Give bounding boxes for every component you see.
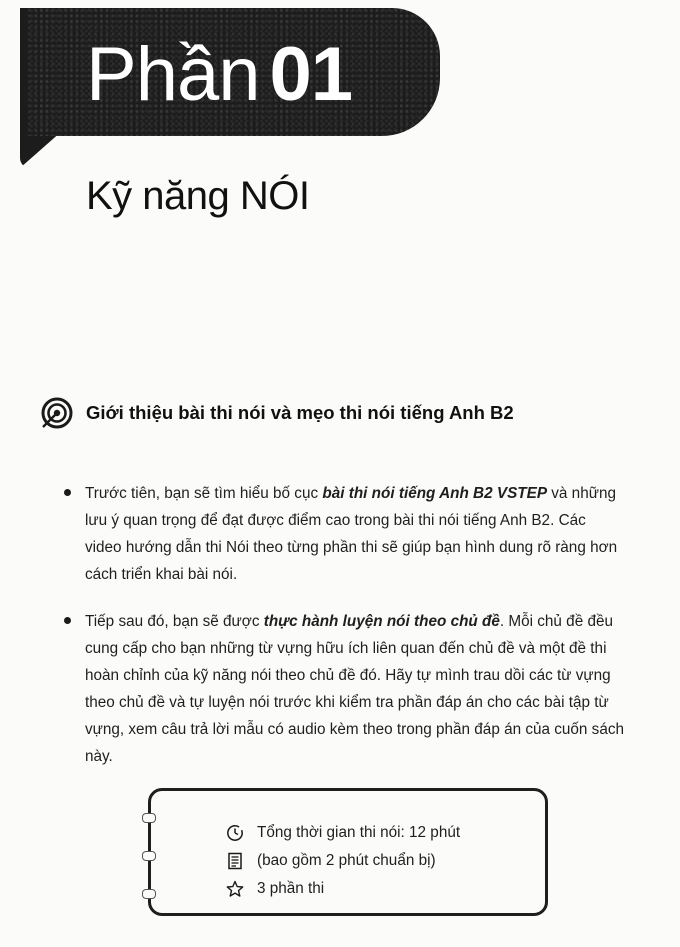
part-title	[86, 30, 352, 120]
info-item-duration	[225, 819, 460, 847]
info-text: (bao gồm 2 phút chuẩn bị)	[257, 852, 436, 869]
star-icon	[225, 879, 245, 899]
intro-heading	[40, 396, 514, 430]
info-item-prep	[225, 847, 460, 875]
document-icon	[225, 851, 245, 871]
info-text: 3 phần thi	[257, 880, 325, 897]
part-number: 01	[269, 32, 353, 117]
bullet-text: Trước tiên, bạn sẽ tìm hiểu bố cục bài thi nói tiếng Anh B2 VSTEP và những lưu ý quan trọng để đạt được điểm cao trong bài thi nói tiếng Anh B2. Các video hướng dẫn thi Nói theo từng phần thi sẽ giúp bạn hình dung rõ ràng hơn cách triển khai bài nói.	[85, 485, 618, 583]
info-text: Tổng thời gian thi nói: 12 phút	[257, 824, 461, 841]
info-list	[225, 819, 460, 903]
info-item-parts	[225, 875, 460, 903]
bullet-list	[64, 480, 624, 790]
clock-icon	[225, 823, 245, 843]
binder-ring	[142, 889, 156, 899]
binder-ring	[142, 851, 156, 861]
binder-ring	[142, 813, 156, 823]
list-item	[64, 480, 624, 588]
bullet-emphasis: thực hành luyện nói theo chủ đề	[263, 613, 500, 630]
bullet-dot	[64, 617, 71, 624]
bullet-dot	[64, 489, 71, 496]
exam-info-box	[148, 788, 548, 916]
part-word: Phần	[86, 32, 260, 117]
bullet-emphasis: bài thi nói tiếng Anh B2 VSTEP	[322, 485, 548, 502]
target-icon	[40, 396, 74, 430]
list-item	[64, 608, 624, 770]
section-title: Kỹ năng NÓI	[86, 174, 310, 218]
bullet-text: Tiếp sau đó, bạn sẽ được thực hành luyện nói theo chủ đề. Mỗi chủ đề đều cung cấp cho bạn những từ vựng hữu ích liên quan đến chủ đề và một đề thi hoàn chỉnh của kỹ năng nói theo chủ đề đó. Hãy tự mình trau dồi các từ vựng theo chủ đề và tự luyện nói trước khi kiểm tra phần đáp án cho các bài tập từ vựng, xem câu trả lời mẫu có audio kèm theo trong phần đáp án của cuốn sách này.	[85, 613, 624, 765]
intro-heading-text: Giới thiệu bài thi nói và mẹo thi nói tiếng Anh B2	[86, 402, 514, 423]
